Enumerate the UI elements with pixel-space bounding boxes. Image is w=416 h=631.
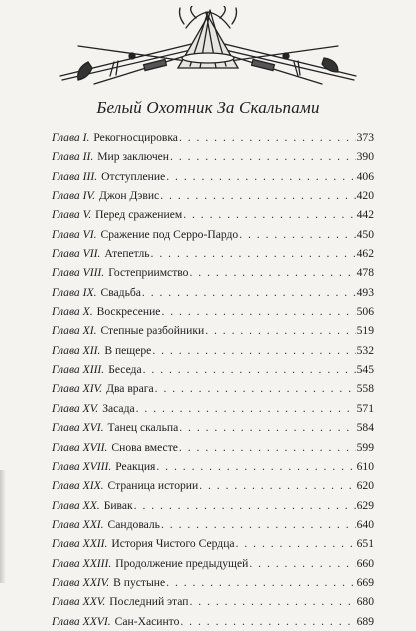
chapter-title: Два врага [106,382,154,396]
toc-entry [52,128,374,147]
chapter-label: Глава IX. [52,285,97,299]
chapter-label: Глава XIII. [52,363,105,377]
chapter-label: Глава III. [52,169,98,183]
page-number: 640 [356,517,374,531]
page-number: 584 [356,421,374,435]
page-number: 558 [356,382,374,396]
dot-leader [199,476,355,495]
page-number: 599 [356,440,374,454]
dot-leader [156,457,355,476]
toc-entry [52,379,374,398]
dot-leader [236,534,356,553]
chapter-title: Степные разбойники [100,324,205,338]
chapter-title: Засада [102,401,135,415]
dot-leader [239,225,355,244]
dot-leader [155,379,356,398]
chapter-title: Отступление [101,169,166,183]
chapter-label: Глава XIV. [52,382,103,396]
chapter-title: Продолжение предыдущей [115,556,249,570]
dot-leader [170,147,356,166]
toc-entry [52,476,374,495]
toc-entry [52,496,374,515]
toc-entry [52,147,374,166]
chapter-label: Глава XXVI. [52,614,111,628]
chapter-title: Воскресение [96,305,161,319]
dot-leader [160,186,355,205]
page-number: 610 [356,459,374,473]
dot-leader [142,283,356,302]
dot-leader [179,128,356,147]
chapter-label: Глава XXI. [52,517,104,531]
page-number: 420 [356,189,374,203]
toc-entry [52,418,374,437]
toc-entry [52,457,374,476]
toc-entry [52,283,374,302]
chapter-label: Глава XIX. [52,479,104,493]
dot-leader [151,244,356,263]
chapter-title: Сандоваль [107,517,160,531]
page-number: 680 [356,595,374,609]
toc-entry [52,341,374,360]
toc-entry [52,244,374,263]
chapter-title: Последний этап [109,595,189,609]
chapter-label: Глава XVIII. [52,459,112,473]
chapter-title: Перед сражением [95,208,183,222]
page-number: 450 [356,227,374,241]
chapter-title: История Чистого Сердца [111,537,235,551]
page-number: 629 [356,498,374,512]
weapons-ornament-illustration [58,6,358,90]
toc-entry [52,167,374,186]
page-number: 545 [356,363,374,377]
page-number: 689 [356,614,374,628]
chapter-title: Бивак [103,498,133,512]
chapter-title: Мир заключен [97,150,170,164]
dot-leader [179,418,355,437]
chapter-label: Глава XV. [52,401,99,415]
chapter-label: Глава V. [52,208,92,222]
table-of-contents [52,128,374,631]
chapter-label: Глава XVII. [52,440,108,454]
chapter-title: Рекогносцировка [93,131,178,144]
toc-entry [52,515,374,534]
chapter-title: Реакция [115,459,156,473]
toc-entry [52,399,374,418]
chapter-label: Глава VII. [52,247,101,261]
page-number: 442 [356,208,374,222]
chapter-label: Глава VIII. [52,266,105,280]
chapter-label: Глава XXV. [52,595,106,609]
chapter-label: Глава XXII. [52,537,108,551]
dot-leader [166,167,355,186]
chapter-title: Гостеприимство [108,266,189,280]
page-number: 493 [356,285,374,299]
toc-entry [52,205,374,224]
toc-entry [52,438,374,457]
dot-leader [183,205,355,224]
chapter-label: Глава X. [52,305,93,319]
toc-entry [52,554,374,573]
toc-entry [52,263,374,282]
toc-entry [52,321,374,340]
chapter-label: Глава XXIII. [52,556,112,570]
dot-leader [180,612,355,631]
toc-entry [52,186,374,205]
chapter-title: Свадьба [100,285,141,299]
page-number: 390 [356,150,374,164]
chapter-label: Глава XII. [52,343,101,357]
chapter-title: Сан-Хасинто [114,614,180,628]
toc-entry [52,360,374,379]
dot-leader [152,341,355,360]
dot-leader [143,360,356,379]
page-number: 669 [356,575,374,589]
chapter-label: Глава XVI. [52,421,104,435]
dot-leader [189,263,355,282]
chapter-title: Танец скальпа [107,421,179,435]
page-number: 478 [356,266,374,280]
dot-leader [249,554,355,573]
page-number: 406 [356,169,374,183]
chapter-title: Джон Дэвис [98,189,160,203]
chapter-title: В пустыне [113,575,166,589]
chapter-label: Глава I. [52,131,90,144]
chapter-label: Глава IV. [52,189,95,203]
page-edge-shadow [0,470,6,583]
chapter-title: Беседа [108,363,142,377]
chapter-title: В пещере [104,343,152,357]
chapter-label: Глава XXIV. [52,575,110,589]
page-number: 519 [356,324,374,338]
page-number: 571 [356,401,374,415]
page-number: 373 [356,131,374,144]
dot-leader [161,302,355,321]
chapter-title: Атепетль [104,247,150,261]
dot-leader [205,321,355,340]
chapter-title: Снова вместе [111,440,178,454]
toc-entry [52,612,374,631]
section-title: Белый Охотник За Скальпами [96,98,320,117]
page-number: 651 [356,537,374,551]
page-number: 462 [356,247,374,261]
chapter-label: Глава VI. [52,227,97,241]
page-number: 532 [356,343,374,357]
toc-entry [52,225,374,244]
toc-entry [52,302,374,321]
chapter-label: Глава XI. [52,324,97,338]
chapter-label: Глава XX. [52,498,100,512]
chapter-label: Глава II. [52,150,94,164]
chapter-title: Страница истории [107,479,199,493]
toc-entry [52,534,374,553]
page-number: 620 [356,479,374,493]
page-number: 506 [356,305,374,319]
page-number: 660 [356,556,374,570]
dot-leader [134,496,356,515]
dot-leader [136,399,356,418]
dot-leader [179,438,356,457]
dot-leader [161,515,356,534]
toc-entry [52,592,374,611]
chapter-title: Сражение под Серро-Пардо [100,227,239,241]
dot-leader [189,592,355,611]
